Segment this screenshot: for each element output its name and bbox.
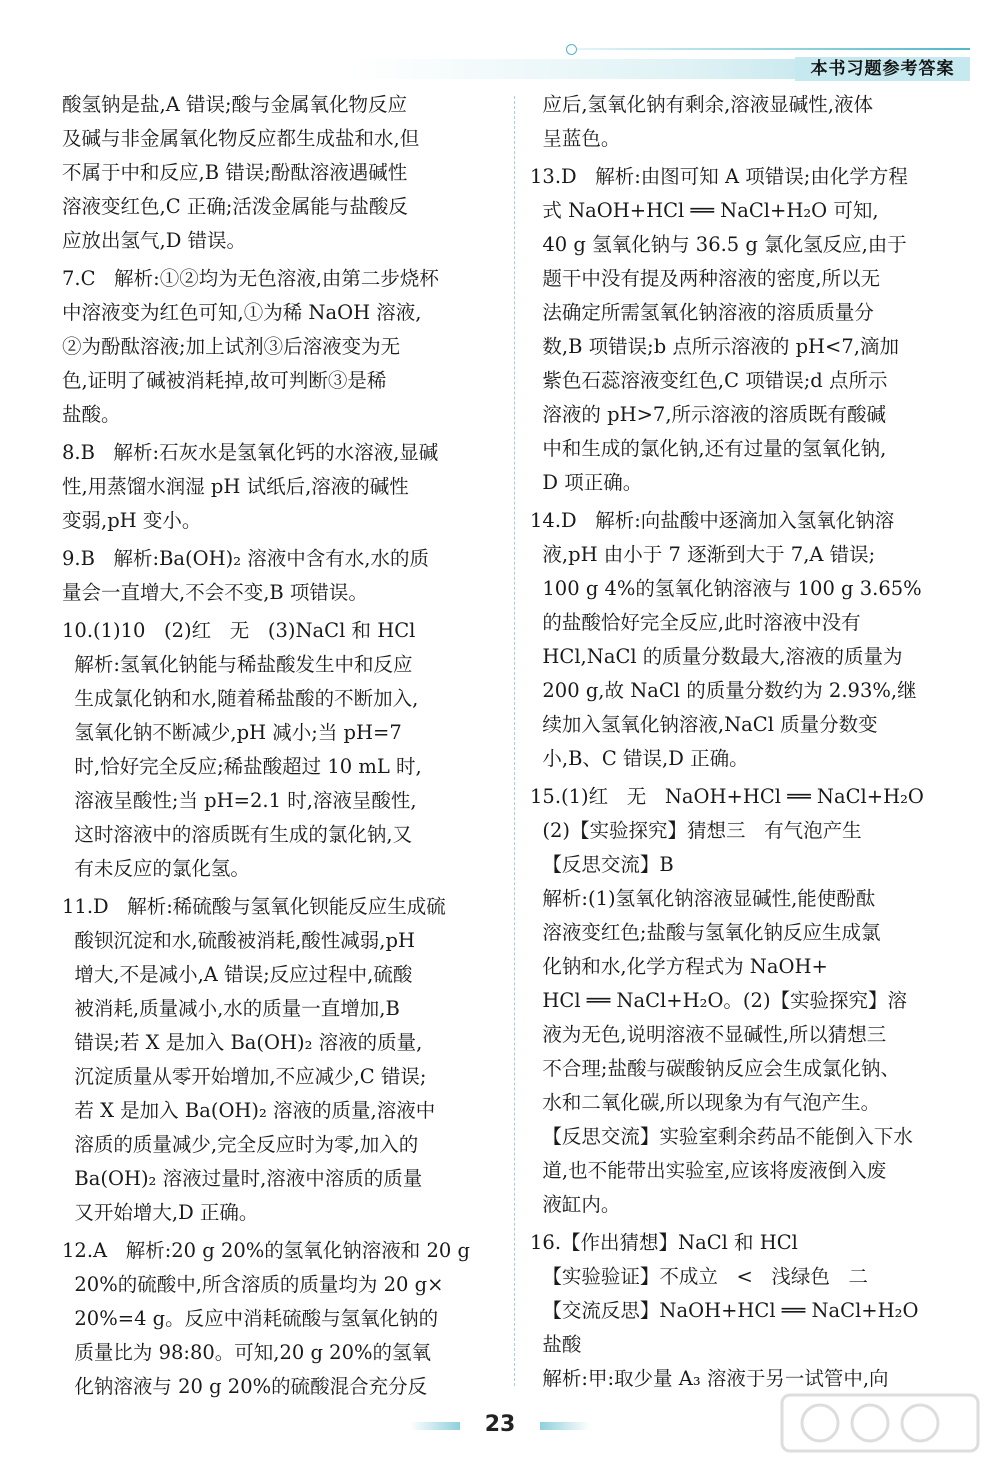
right-column-line: 化钠和水,化学方程式为 NaOH+	[530, 955, 828, 978]
right-column-line: 16.【作出猜想】NaCl 和 HCl	[530, 1231, 798, 1254]
right-column-line: 紫色石蕊溶液变红色,C 项错误;d 点所示	[530, 369, 888, 392]
left-column-line: 8.B 解析:石灰水是氢氧化钙的水溶液,显碱	[62, 441, 439, 464]
left-column-line: 化钠溶液与 20 g 20%的硫酸混合充分反	[62, 1375, 428, 1398]
right-column-line: 【反思交流】实验室剩余药品不能倒入下水	[530, 1125, 913, 1148]
left-column-line: 若 X 是加入 Ba(OH)₂ 溶液的质量,溶液中	[62, 1099, 436, 1122]
left-column-line: ②为酚酞溶液;加上试剂③后溶液变为无	[62, 335, 401, 358]
left-column-line: 酸钡沉淀和水,硫酸被消耗,酸性减弱,pH	[62, 929, 415, 952]
right-column-line: 【反思交流】B	[530, 853, 674, 876]
page-number: 23	[484, 1412, 516, 1437]
left-column	[62, 88, 502, 1404]
left-column-line: 12.A 解析:20 g 20%的氢氧化钠溶液和 20 g	[62, 1239, 470, 1262]
right-column-line: 14.D 解析:向盐酸中逐滴加入氢氧化钠溶	[530, 509, 895, 532]
right-column-line: HCl ══ NaCl+H₂O。(2)【实验探究】溶	[530, 989, 908, 1012]
right-column-line: 100 g 4%的氢氧化钠溶液与 100 g 3.65%	[530, 577, 922, 600]
right-column-line: 的盐酸恰好完全反应,此时溶液中没有	[530, 611, 861, 634]
left-column-line: 9.B 解析:Ba(OH)₂ 溶液中含有水,水的质	[62, 547, 429, 570]
left-column-line: 解析:氢氧化钠能与稀盐酸发生中和反应	[62, 653, 413, 676]
right-column-line: 题干中没有提及两种溶液的密度,所以无	[530, 267, 881, 290]
right-column-line: 不合理;盐酸与碳酸钠反应会生成氯化钠、	[530, 1057, 900, 1080]
left-column-line: 及碱与非金属氧化物反应都生成盐和水,但	[62, 127, 420, 150]
left-column-line: 错误;若 X 是加入 Ba(OH)₂ 溶液的质量,	[62, 1031, 423, 1054]
right-column-line: 液,pH 由小于 7 逐渐到大于 7,A 错误;	[530, 543, 876, 566]
right-column-line: 中和生成的氯化钠,还有过量的氢氧化钠,	[530, 437, 887, 460]
left-column-line: 溶质的质量减少,完全反应时为零,加入的	[62, 1133, 419, 1156]
right-column-line: 式 NaOH+HCl ══ NaCl+H₂O 可知,	[530, 199, 879, 222]
left-column-line: 酸氢钠是盐,A 错误;酸与金属氧化物反应	[62, 93, 408, 116]
footer-ornament-left	[410, 1422, 460, 1430]
right-column-line: 续加入氢氧化钠溶液,NaCl 质量分数变	[530, 713, 878, 736]
left-column-line: 生成氯化钠和水,随着稀盐酸的不断加入,	[62, 687, 419, 710]
right-column-line: 溶液变红色;盐酸与氢氧化钠反应生成氯	[530, 921, 881, 944]
left-column-line: 盐酸。	[62, 403, 121, 426]
right-column-line: 15.(1)红 无 NaOH+HCl ══ NaCl+H₂O	[530, 785, 924, 808]
left-column-line: 氢氧化钠不断减少,pH 减小;当 pH=7	[62, 721, 402, 744]
left-column-line: 变弱,pH 变小。	[62, 509, 202, 532]
left-column-line: 中溶液变为红色可知,①为稀 NaOH 溶液,	[62, 301, 422, 324]
left-column-line: 性,用蒸馏水润湿 pH 试纸后,溶液的碱性	[62, 475, 409, 498]
left-column-line: 溶液变红色,C 正确;活泼金属能与盐酸反	[62, 195, 408, 218]
right-column-line: 液缸内。	[530, 1193, 621, 1216]
watermark-logo-icon	[780, 1393, 980, 1453]
left-column-line: 被消耗,质量减小,水的质量一直增加,B	[62, 997, 400, 1020]
right-column-line: 道,也不能带出实验室,应该将废液倒入废	[530, 1159, 887, 1182]
left-column-line: 不属于中和反应,B 错误;酚酞溶液遇碱性	[62, 161, 408, 184]
header-rule	[570, 48, 970, 50]
left-column-line: 量会一直增大,不会不变,B 项错误。	[62, 581, 368, 604]
right-column-line: 法确定所需氢氧化钠溶液的溶质质量分	[530, 301, 874, 324]
footer-ornament-right	[540, 1422, 590, 1430]
right-column-line: 水和二氧化碳,所以现象为有气泡产生。	[530, 1091, 881, 1114]
right-column-line: 应后,氢氧化钠有剩余,溶液显碱性,液体	[530, 93, 873, 116]
right-column-line: 解析:甲:取少量 A₃ 溶液于另一试管中,向	[530, 1367, 889, 1390]
left-column-line: 色,证明了碱被消耗掉,故可判断③是稀	[62, 369, 387, 392]
right-column-line: 盐酸	[530, 1333, 582, 1356]
left-column-line: 这时溶液中的溶质既有生成的氯化钠,又	[62, 823, 413, 846]
right-column-line: 【实验验证】不成立 < 浅绿色 二	[530, 1265, 869, 1288]
left-column-line: 7.C 解析:①②均为无色溶液,由第二步烧杯	[62, 267, 439, 290]
left-column-line: 20%=4 g。反应中消耗硫酸与氢氧化钠的	[62, 1307, 439, 1330]
right-column	[530, 88, 960, 1396]
left-column-line: 10.(1)10 (2)红 无 (3)NaCl 和 HCl	[62, 619, 416, 642]
left-column-line: 又开始增大,D 正确。	[62, 1201, 259, 1224]
header-title: 本书习题参考答案	[795, 57, 970, 81]
left-column-line: 质量比为 98:80。可知,20 g 20%的氢氧	[62, 1341, 432, 1364]
right-column-line: D 项正确。	[530, 471, 643, 494]
right-column-line: (2)【实验探究】猜想三 有气泡产生	[530, 819, 862, 842]
left-column-line: 20%的硫酸中,所含溶质的质量均为 20 g×	[62, 1273, 444, 1296]
right-column-line: 【交流反思】NaOH+HCl ══ NaCl+H₂O	[530, 1299, 919, 1322]
left-column-line: 有未反应的氯化氢。	[62, 857, 250, 880]
left-column-line: 沉淀质量从零开始增加,不应减少,C 错误;	[62, 1065, 427, 1088]
left-column-line: 增大,不是减小,A 错误;反应过程中,硫酸	[62, 963, 413, 986]
right-column-line: 13.D 解析:由图可知 A 项错误;由化学方程	[530, 165, 908, 188]
right-column-line: 小,B、C 错误,D 正确。	[530, 747, 749, 770]
right-column-line: HCl,NaCl 的质量分数最大,溶液的质量为	[530, 645, 903, 668]
left-column-line: 应放出氢气,D 错误。	[62, 229, 247, 252]
left-column-line: 11.D 解析:稀硫酸与氢氧化钡能反应生成硫	[62, 895, 446, 918]
right-column-line: 40 g 氢氧化钠与 36.5 g 氯化氢反应,由于	[530, 233, 907, 256]
left-column-line: Ba(OH)₂ 溶液过量时,溶液中溶质的质量	[62, 1167, 423, 1190]
column-divider	[514, 96, 515, 1386]
right-column-line: 溶液的 pH>7,所示溶液的溶质既有酸碱	[530, 403, 887, 426]
right-column-line: 解析:(1)氢氧化钠溶液显碱性,能使酚酞	[530, 887, 876, 910]
right-column-line: 液为无色,说明溶液不显碱性,所以猜想三	[530, 1023, 887, 1046]
header-dot-icon	[566, 44, 577, 55]
right-column-line: 呈蓝色。	[530, 127, 621, 150]
left-column-line: 时,恰好完全反应;稀盐酸超过 10 mL 时,	[62, 755, 422, 778]
left-column-line: 溶液呈酸性;当 pH=2.1 时,溶液呈酸性,	[62, 789, 417, 812]
right-column-line: 数,B 项错误;b 点所示溶液的 pH<7,滴加	[530, 335, 900, 358]
right-column-line: 200 g,故 NaCl 的质量分数约为 2.93%,继	[530, 679, 917, 702]
